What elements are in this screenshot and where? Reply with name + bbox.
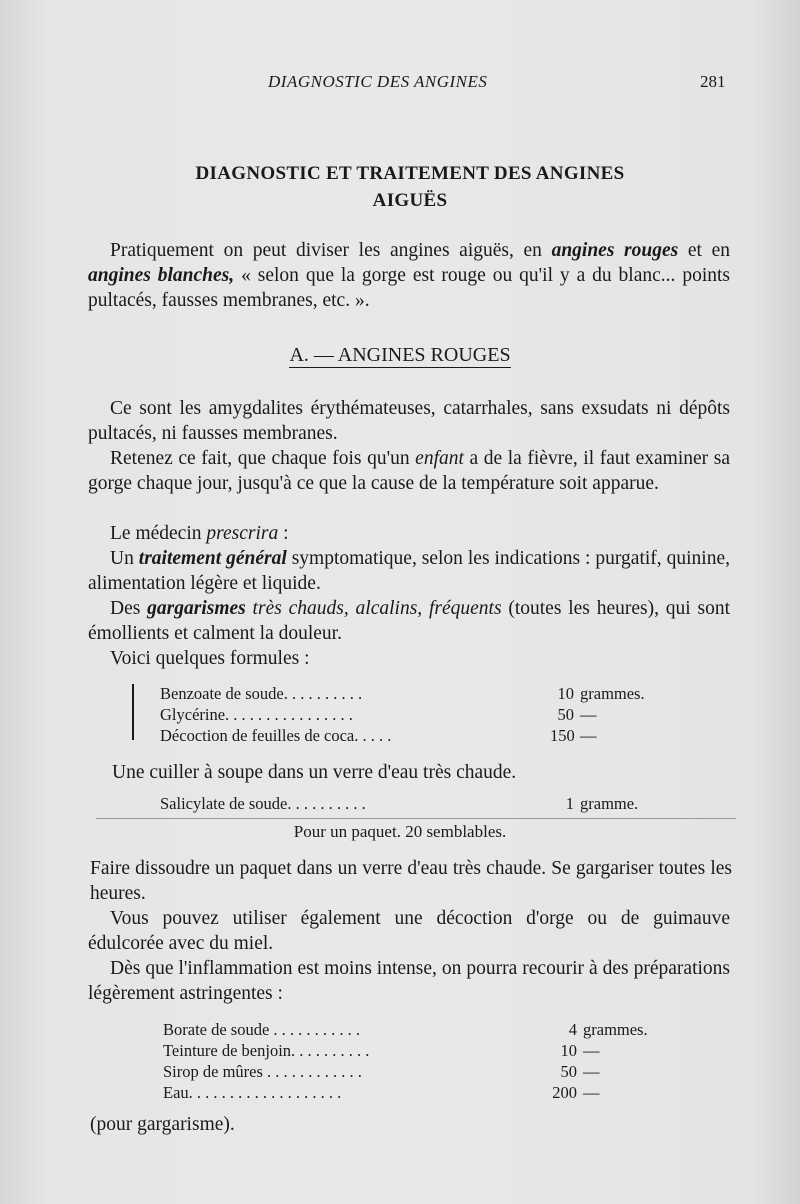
ingredient-unit: grammes. [583, 1020, 648, 1039]
ingredient-name: Borate de soude . . . . . . . . . . . [163, 1020, 361, 1039]
intro-text-1: Pratiquement on peut diviser les angines aiguës, en [110, 240, 552, 261]
ingredient-name: Glycérine. . . . . . . . . . . . . . . . [160, 705, 353, 724]
formula-3 [133, 1019, 693, 1103]
p5-text-a: Des [110, 598, 148, 619]
ingredient-unit: grammes. [580, 684, 645, 703]
intro-text-3: « selon que la gorge est rouge ou qu'il y a du blanc... points pultacés, fausses membranes, etc. ». [88, 265, 731, 311]
intro-paragraph [88, 238, 730, 313]
paragraph-prescrira [88, 521, 730, 546]
paragraph-definition: Ce sont les amygdalites érythémateuses, catarrhales, sans exsudats ni dépôts pultacés, ni fausses membranes. [88, 398, 730, 444]
ingredient-unit: gramme. [580, 794, 639, 813]
paragraph-gargarismes [88, 596, 730, 646]
p2-text-b: a de la fièvre, il faut examiner sa gorge chaque jour, jusqu'à ce que la cause de la température soit apparue. [88, 448, 730, 494]
formula-row [133, 1061, 693, 1082]
chapter-title [90, 160, 730, 214]
formula-row [133, 1040, 693, 1061]
p5-italic: très chauds, alcalins, fréquents [245, 598, 502, 619]
ingredient-qty: 10 [557, 684, 574, 703]
paragraph-dissoudre: Faire dissoudre un paquet dans un verre d'eau très chaude. Se gargariser toutes les heures. [90, 858, 732, 904]
term-gargarismes: gargarismes [147, 598, 246, 619]
paragraph-enfant [88, 446, 730, 496]
p5-text-b: (toutes les heures), qui sont émollients et calment la douleur. [88, 598, 730, 644]
formula-row [133, 1019, 693, 1040]
paragraph-traitement-general [88, 546, 730, 596]
p3-text-a: Le médecin [110, 523, 207, 544]
p4-text-b: symptomatique, selon les indications : purgatif, quinine, alimentation légère et liquide. [88, 548, 730, 594]
formula-1 [130, 683, 690, 746]
running-head [0, 72, 800, 96]
closing-note: (pour gargarisme). [90, 1114, 235, 1135]
ingredient-name: Décoction de feuilles de coca. . . . . [160, 726, 392, 745]
p2-text-a: Retenez ce fait, que chaque fois qu'un [110, 448, 416, 469]
formula-row [130, 683, 690, 704]
ingredient-qty: 50 [557, 705, 574, 724]
ingredient-unit: — [583, 1041, 600, 1060]
ingredient-qty: 50 [560, 1062, 577, 1081]
ingredient-unit: — [580, 726, 597, 745]
paragraph-astringentes: Dès que l'inflammation est moins intense, on pourra recourir à des préparations légèrement astringentes : [88, 958, 730, 1004]
formula-row [133, 1082, 693, 1103]
ingredient-unit: — [580, 705, 597, 724]
ingredient-name: Benzoate de soude. . . . . . . . . . [160, 684, 363, 703]
term-traitement-general: traitement général [138, 548, 287, 569]
chapter-title-line-1: DIAGNOSTIC ET TRAITEMENT DES ANGINES [195, 163, 625, 184]
ingredient-qty: 200 [552, 1083, 577, 1102]
packet-line: Pour un paquet. 20 semblables. [293, 822, 507, 841]
intro-text-2: et en [678, 240, 730, 261]
ingredient-qty: 150 [550, 726, 575, 745]
formula-rule [96, 818, 736, 819]
formula-row [130, 704, 690, 725]
paragraph-formules-intro: Voici quelques formules : [110, 648, 310, 669]
ingredient-unit: — [583, 1062, 600, 1081]
page-number: 281 [700, 72, 726, 91]
term-angines-rouges: angines rouges [551, 240, 679, 261]
ingredient-unit: — [583, 1083, 600, 1102]
section-heading-a [0, 344, 800, 367]
ingredient-name: Teinture de benjoin. . . . . . . . . . [163, 1041, 370, 1060]
ingredient-name: Salicylate de soude. . . . . . . . . . [160, 794, 366, 813]
ingredient-qty: 10 [560, 1041, 577, 1060]
term-angines-blanches: angines blanches, [88, 265, 235, 286]
ingredient-qty: 1 [565, 794, 574, 813]
paragraph-orge: Vous pouvez utiliser également une décoction d'orge ou de guimauve édulcorée avec du miel. [88, 908, 730, 954]
formula-2 [130, 793, 690, 814]
formula-row [130, 793, 690, 814]
p4-text-a: Un [110, 548, 139, 569]
ingredient-qty: 4 [568, 1020, 577, 1039]
ingredient-name: Eau. . . . . . . . . . . . . . . . . . . [163, 1083, 342, 1102]
running-title: DIAGNOSTIC DES ANGINES [268, 72, 488, 91]
section-heading-text: A. — ANGINES ROUGES [289, 344, 511, 366]
p3-text-b: : [278, 523, 289, 544]
chapter-title-line-2: AIGUËS [372, 190, 448, 211]
p2-italic: enfant [415, 448, 464, 469]
ingredient-name: Sirop de mûres . . . . . . . . . . . . [163, 1062, 362, 1081]
instruction-cuiller: Une cuiller à soupe dans un verre d'eau très chaude. [112, 762, 517, 783]
p3-italic: prescrira [206, 523, 279, 544]
formula-row [130, 725, 690, 746]
